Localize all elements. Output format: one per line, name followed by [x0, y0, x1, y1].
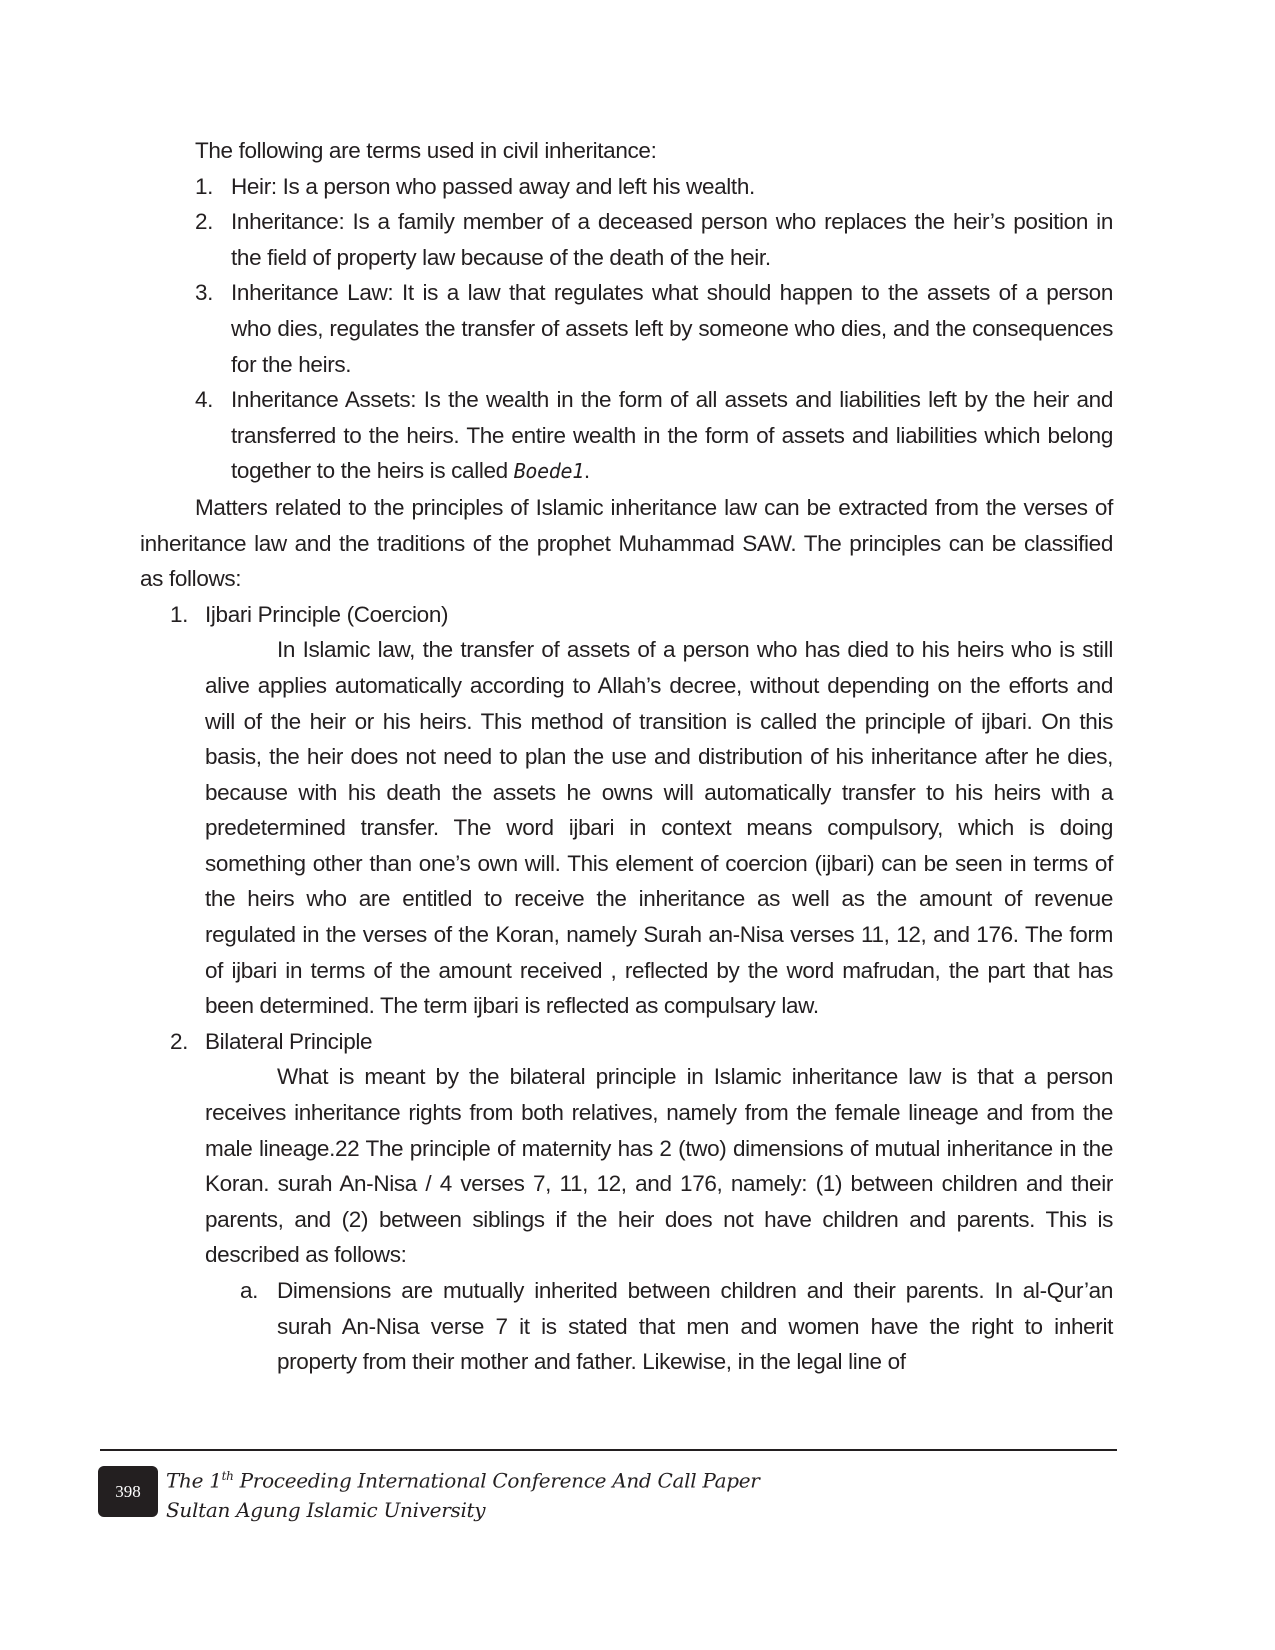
matters-paragraph: Matters related to the principles of Islamic inheritance law can be extracted from the verses of inheritance law and the traditions of the prophet Muhammad SAW. The principles can be classified as follows:	[140, 494, 1113, 592]
principle-title: Ijbari Principle (Coercion)	[205, 601, 449, 627]
list-number: 2.	[195, 209, 214, 235]
list-item	[140, 382, 1113, 490]
list-text: Inheritance Assets: Is the wealth in the form of all assets and liabilities left by the heir and transferred to the heirs. The entire wealth in the form of assets and liabilities which belong together to the heirs is called	[231, 387, 1113, 484]
list-letter: a.	[240, 1278, 259, 1303]
conference-title-post: Proceeding International Conference And Call Paper	[233, 1468, 760, 1493]
conference-title	[166, 1462, 760, 1496]
page-number: 398	[115, 1481, 141, 1501]
university-name: Sultan Agung Islamic University	[166, 1497, 486, 1522]
principle-body: In Islamic law, the transfer of assets of a person who has died to his heirs who is still alive applies automatically according to Allah’s decree, without depending on the efforts and will of the heir or his heirs. This method of transition is called the principle of ijbari. On this basis, the heir does not need to plan the use and distribution of his inheritance after he dies, because with his death the assets he owns will automatically transfer to his heirs with a predetermined transfer. The word ijbari in context means compulsory, which is doing something other than one’s own will. This element of coercion (ijbari) can be seen in terms of the heirs who are entitled to receive the inheritance as well as the amount of revenue regulated in the verses of the Koran, namely Surah an-Nisa verses 11, 12, and 176. The form of ijbari in terms of the amount received , reflected by the word mafrudan, the part that has been determined. The term ijbari is reflected as compulsary law.	[205, 637, 1113, 1019]
list-item	[140, 275, 1113, 382]
list-text: Dimensions are mutually inherited between children and their parents. In al-Qur’an surah An-Nisa verse 7 it is stated that men and women have the right to inherit property from their mother and father. Likewise, in the legal line of	[277, 1278, 1113, 1375]
page-number-badge	[98, 1466, 158, 1517]
footer-divider	[100, 1449, 1117, 1451]
principle-heading	[140, 1024, 1113, 1060]
punctuation: .	[583, 458, 590, 484]
list-text: Inheritance: Is a family member of a deceased person who replaces the heir’s position in the field of property law because of the death of the heir.	[231, 209, 1113, 270]
term-text: Boede	[513, 459, 573, 484]
principle-heading	[140, 597, 1113, 633]
list-item	[140, 204, 1113, 275]
footnote-ref[interactable]: 1	[572, 459, 584, 484]
principle-title: Bilateral Principle	[205, 1028, 373, 1054]
footer-text	[166, 1462, 760, 1525]
list-number: 1.	[170, 601, 189, 627]
list-text: Inheritance Law: It is a law that regulates what should happen to the assets of a person who dies, regulates the transfer of assets left by someone who dies, and the consequences for the heirs.	[231, 280, 1113, 377]
conference-title-pre: The 1	[166, 1468, 222, 1493]
list-number: 1.	[195, 173, 214, 199]
sub-list-item	[140, 1273, 1113, 1380]
list-item	[140, 169, 1113, 205]
list-text: Heir: Is a person who passed away and left his wealth.	[231, 173, 755, 199]
list-number: 3.	[195, 280, 214, 306]
list-number: 4.	[195, 387, 214, 413]
page-body	[140, 133, 1113, 1380]
boedel-term	[514, 459, 584, 483]
ordinal-suffix: th	[221, 1469, 234, 1483]
list-number: 2.	[170, 1028, 189, 1054]
intro-text: The following are terms used in civil inheritance:	[195, 138, 657, 163]
principle-body: What is meant by the bilateral principle in Islamic inheritance law is that a person receives inheritance rights from both relatives, namely from the female lineage and from the male lineage.22 The principle of maternity has 2 (two) dimensions of mutual inheritance in the Koran. surah An-Nisa / 4 verses 7, 11, 12, and 176, namely: (1) between children and their parents, and (2) between siblings if the heir does not have children and parents. This is described as follows:	[205, 1064, 1113, 1268]
